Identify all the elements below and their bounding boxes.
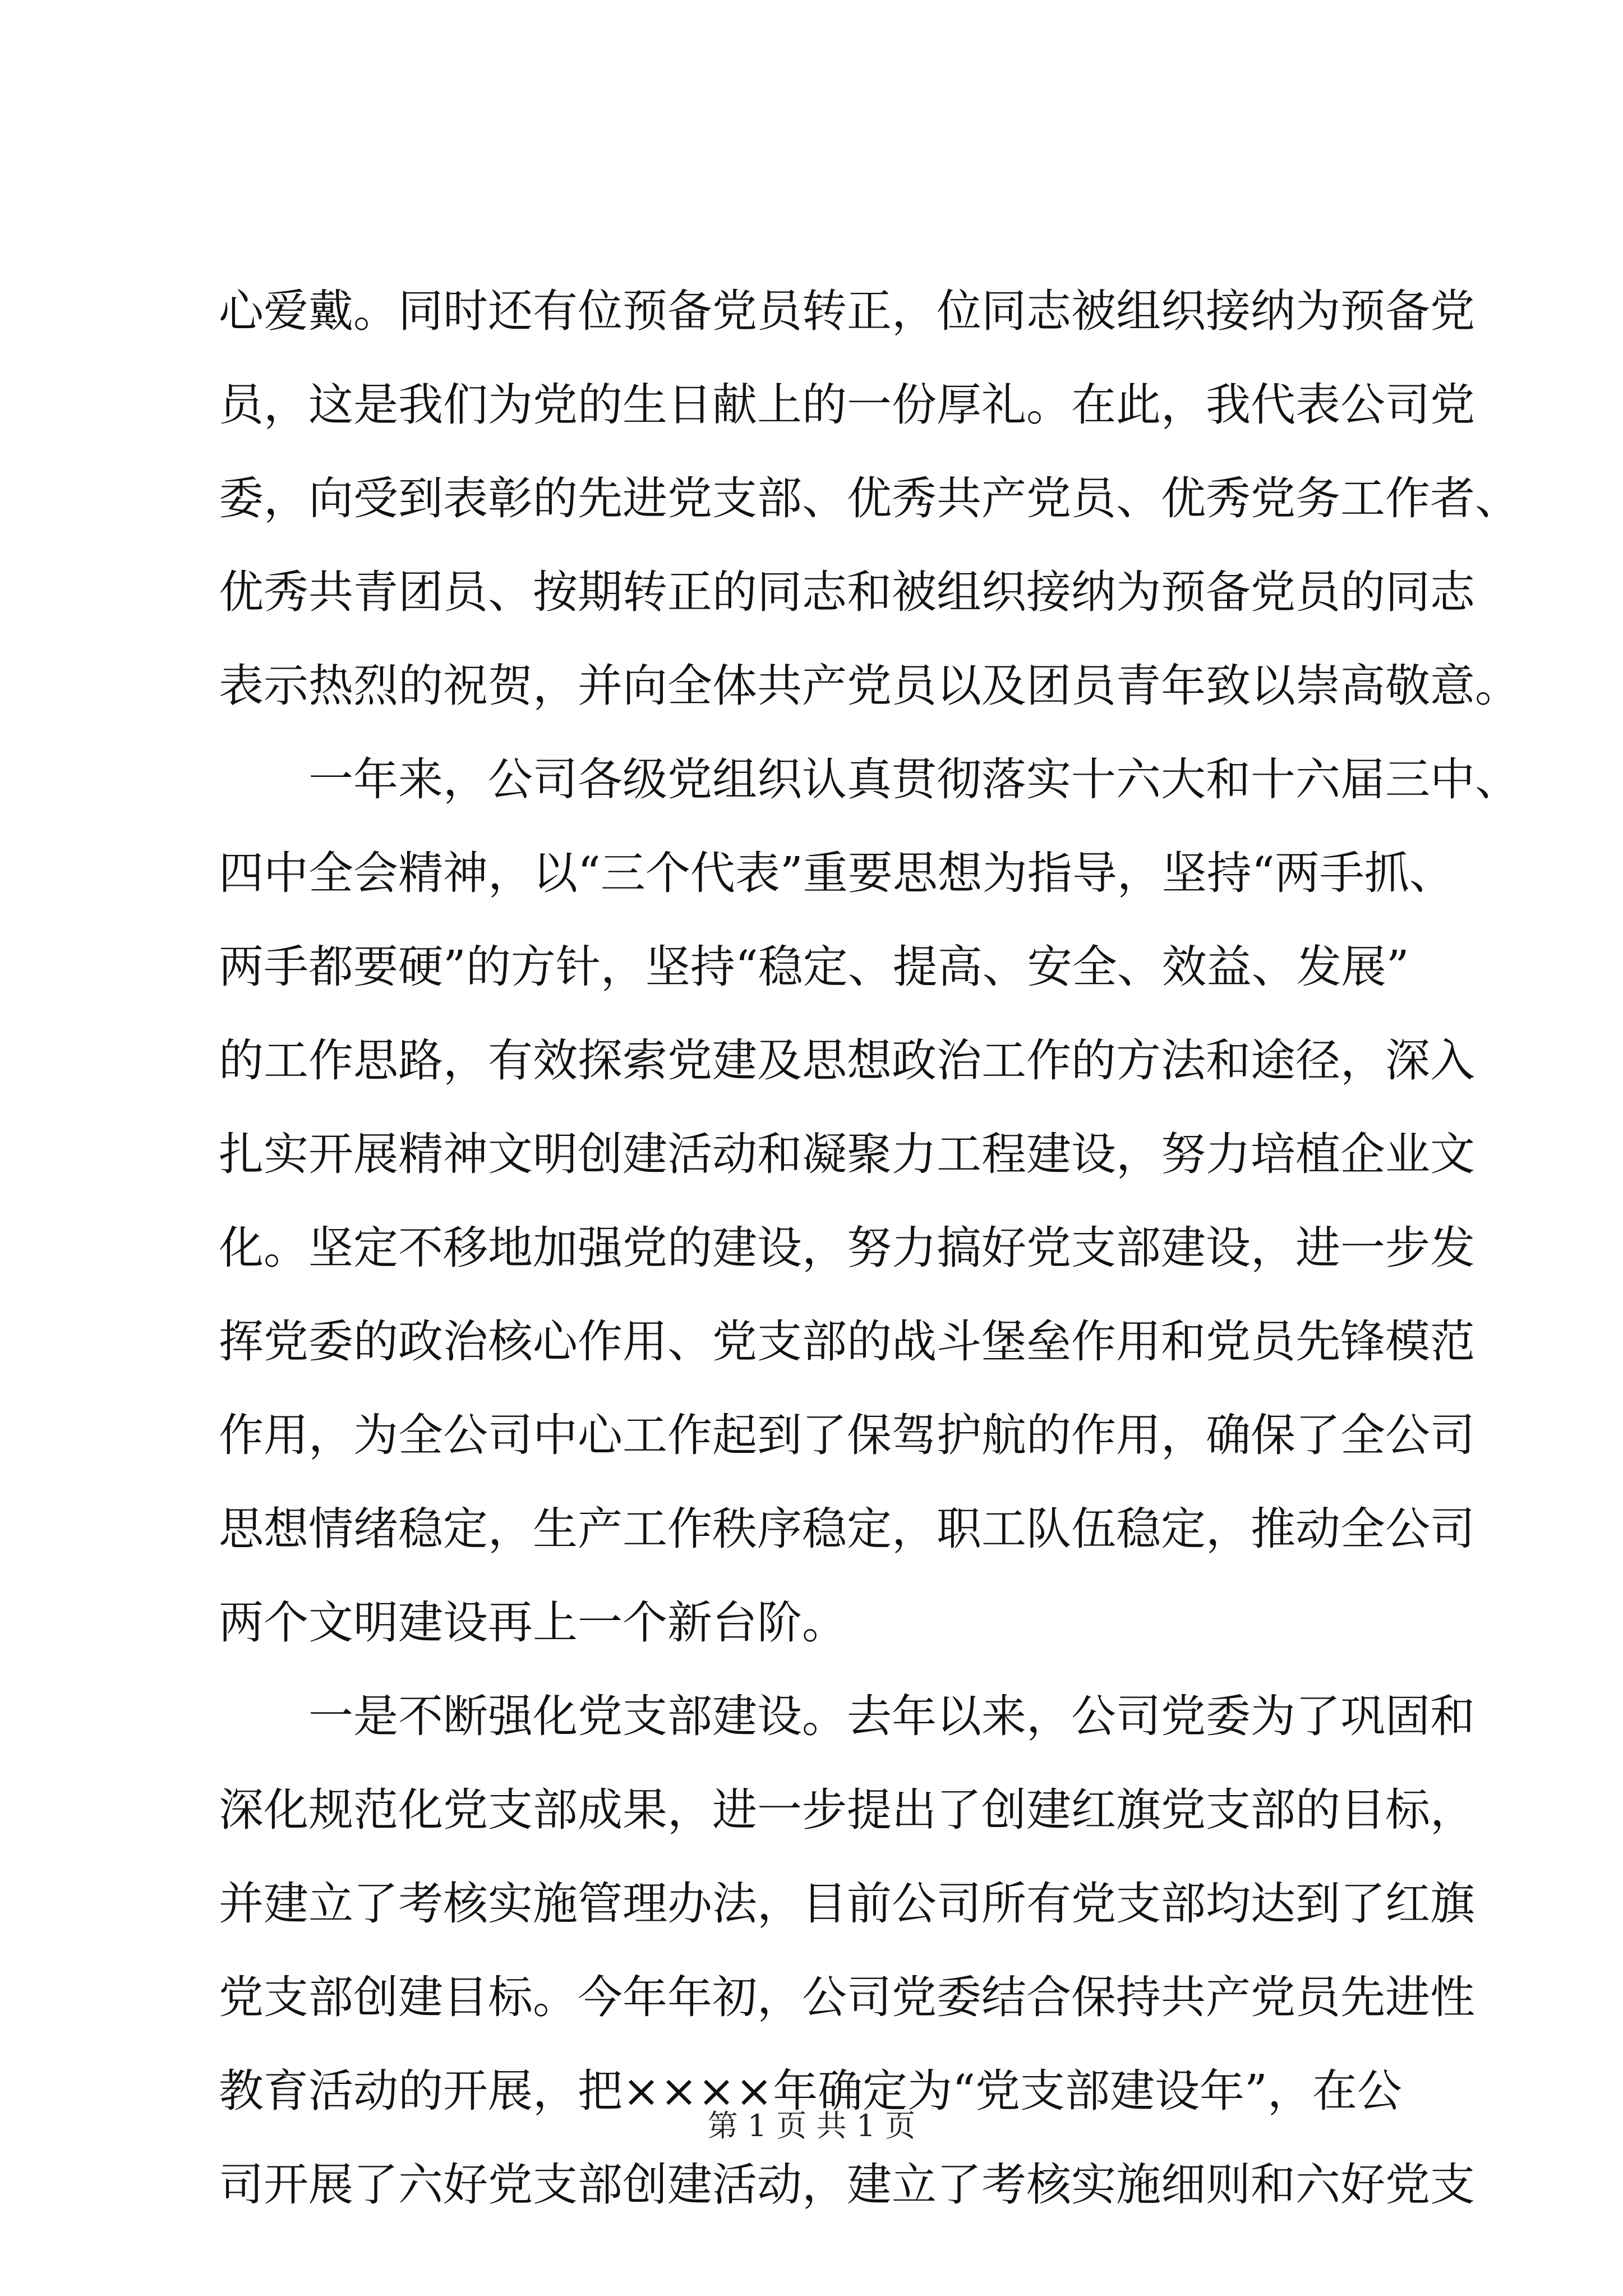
text-line: 表示热烈的祝贺，并向全体共产党员以及团员青年致以崇高敬意。: [219, 660, 1520, 712]
text-line: 两手都要硬”的方针，坚持“稳定、提高、安全、效益、发展”: [219, 941, 1409, 993]
text-line: 教育活动的开展，把××××年确定为“党支部建设年”，在公: [219, 2065, 1402, 2117]
text-line: 化。坚定不移地加强党的建设，努力搞好党支部建设，进一步发: [219, 1222, 1475, 1274]
text-line: 并建立了考核实施管理办法，目前公司所有党支部均达到了红旗: [219, 1878, 1475, 1930]
text-line: 委，向受到表彰的先进党支部、优秀共产党员、优秀党务工作者、: [219, 472, 1520, 524]
text-line: 思想情绪稳定，生产工作秩序稳定，职工队伍稳定，推动全公司: [219, 1503, 1475, 1555]
paragraph-first-line: 一是不断强化党支部建设。去年以来，公司党委为了巩固和: [308, 1690, 1475, 1742]
text-line: 党支部创建目标。今年年初，公司党委结合保持共产党员先进性: [219, 1971, 1475, 2023]
text-line: 优秀共青团员、按期转正的同志和被组织接纳为预备党员的同志: [219, 566, 1475, 618]
text-line: 作用，为全公司中心工作起到了保驾护航的作用，确保了全公司: [219, 1409, 1475, 1461]
text-line: 深化规范化党支部成果，进一步提出了创建红旗党支部的目标，: [219, 1784, 1475, 1836]
text-line: 心爱戴。同时还有位预备党员转正，位同志被组织接纳为预备党: [219, 285, 1475, 337]
text-line: 两个文明建设再上一个新台阶。: [219, 1596, 847, 1649]
text-line: 扎实开展精神文明创建活动和凝聚力工程建设，努力培植企业文: [219, 1128, 1475, 1180]
page-footer: 第 1 页 共 1 页: [707, 2108, 916, 2143]
text-line: 挥党委的政治核心作用、党支部的战斗堡垒作用和党员先锋模范: [219, 1315, 1475, 1368]
text-line: 四中全会精神，以“三个代表”重要思想为指导，坚持“两手抓、: [219, 847, 1454, 899]
text-line: 的工作思路，有效探索党建及思想政治工作的方法和途径，深入: [219, 1034, 1475, 1087]
text-line: 员，这是我们为党的生日献上的一份厚礼。在此，我代表公司党: [219, 379, 1475, 431]
text-line: 司开展了六好党支部创建活动，建立了考核实施细则和六好党支: [219, 2159, 1475, 2211]
paragraph-first-line: 一年来，公司各级党组织认真贯彻落实十六大和十六届三中、: [308, 753, 1520, 806]
